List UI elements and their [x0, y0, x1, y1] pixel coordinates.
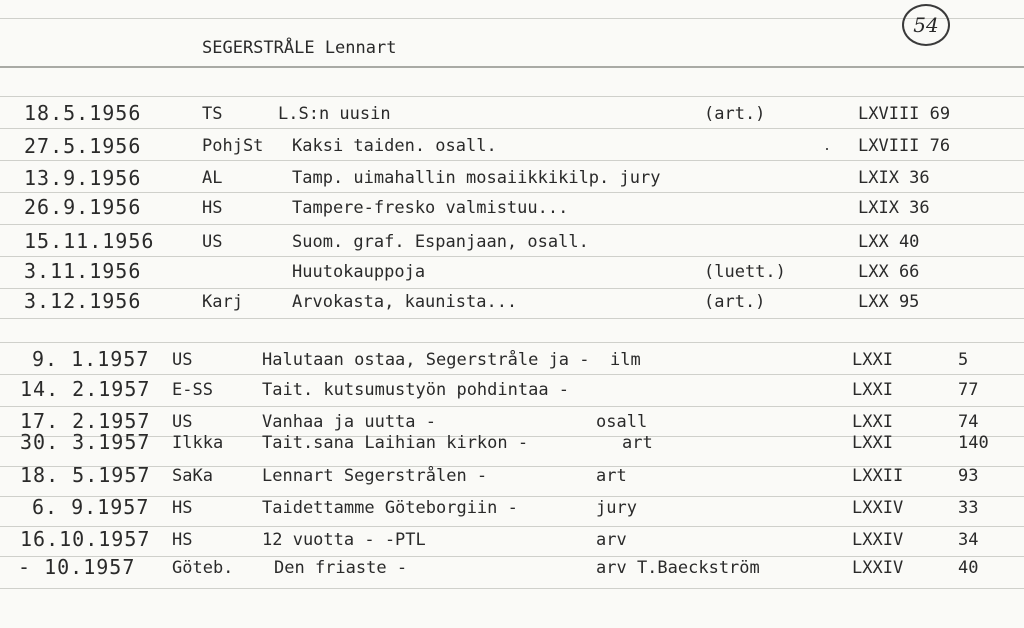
entry-volume: LXX 66 [858, 262, 920, 282]
entry-source: Göteb. [172, 558, 234, 578]
entry-note: art [622, 433, 653, 453]
entry-page: 77 [958, 380, 979, 400]
entry-source: Karj [202, 292, 243, 312]
entry-page: 40 [958, 558, 979, 578]
entry-volume: LXXIV [852, 558, 904, 578]
entry-date: 14. 2.1957 [20, 377, 151, 401]
entry-page: 140 [958, 433, 989, 453]
entry-volume: LXVIII 69 [858, 104, 951, 124]
entry-title: Suom. graf. Espanjaan, osall. [292, 232, 589, 252]
entry-source: US [172, 350, 193, 370]
entry-source: Ilkka [172, 433, 224, 453]
entry-note: (luett.) [704, 262, 786, 282]
entry-date: 15.11.1956 [24, 229, 155, 253]
entry-page: 93 [958, 466, 979, 486]
entry-date: 27.5.1956 [24, 134, 142, 158]
entry-note: jury [596, 498, 637, 518]
entry-date: 13.9.1956 [24, 166, 142, 190]
entry-note: (art.) [704, 104, 766, 124]
entry-source: US [202, 232, 223, 252]
entry-title: Vanhaa ja uutta - [262, 412, 436, 432]
entry-source: US [172, 412, 193, 432]
entry-date: 6. 9.1957 [32, 495, 150, 519]
entry-date: 3.12.1956 [24, 289, 142, 313]
entry-volume: LXXIV [852, 530, 904, 550]
entry-title: Kaksi taiden. osall. [292, 136, 497, 156]
entry-title: Halutaan ostaa, Segerstråle ja - ilm [262, 350, 641, 370]
entry-volume: LXIX 36 [858, 198, 930, 218]
entry-note: arv [596, 530, 627, 550]
entry-title: Tamp. uimahallin mosaiikkikilp. jury [292, 168, 661, 188]
entry-title: L.S:n uusin [278, 104, 391, 124]
entry-title: Den friaste - [274, 558, 408, 578]
entry-source: E-SS [172, 380, 213, 400]
entry-page: 34 [958, 530, 979, 550]
entry-volume: LXXI [852, 380, 893, 400]
entry-title: Lennart Segerstrålen - [262, 466, 488, 486]
entry-volume: LXXI [852, 412, 893, 432]
entry-title: 12 vuotta - -PTL [262, 530, 426, 550]
card-heading: SEGERSTRÅLE Lennart [202, 38, 397, 58]
entry-source: PohjSt [202, 136, 264, 156]
entry-note: art [596, 466, 627, 486]
entry-volume: LXXII [852, 466, 904, 486]
entry-volume: LXXIV [852, 498, 904, 518]
entry-page: 5 [958, 350, 969, 370]
entry-title: Taidettamme Göteborgiin - [262, 498, 518, 518]
entry-source: AL [202, 168, 223, 188]
entry-title: Huutokauppoja [292, 262, 426, 282]
entry-page: 74 [958, 412, 979, 432]
entry-source: HS [172, 530, 193, 550]
entry-note: arv T.Baeckström [596, 558, 760, 578]
entry-note: osall [596, 412, 648, 432]
entry-date: - 10.1957 [18, 555, 136, 579]
entry-volume: LXXI [852, 350, 893, 370]
entry-source: SaKa [172, 466, 213, 486]
entry-date: 30. 3.1957 [20, 430, 151, 454]
entry-volume: LXXI [852, 433, 893, 453]
entry-source: HS [172, 498, 193, 518]
pen-mark [826, 148, 828, 150]
entry-date: 26.9.1956 [24, 195, 142, 219]
page-number-circled [902, 4, 950, 46]
entry-title: Arvokasta, kaunista... [292, 292, 518, 312]
entry-title: Tait.sana Laihian kirkon - [262, 433, 529, 453]
entry-volume: LXX 95 [858, 292, 920, 312]
entry-date: 16.10.1957 [20, 527, 151, 551]
page-number: 54 [913, 13, 939, 37]
entry-page: 33 [958, 498, 979, 518]
entry-volume: LXVIII 76 [858, 136, 951, 156]
entry-date: 18.5.1956 [24, 101, 142, 125]
entry-title: Tait. kutsumustyön pohdintaa - [262, 380, 570, 400]
entry-date: 3.11.1956 [24, 259, 142, 283]
entry-source: TS [202, 104, 223, 124]
entry-date: 18. 5.1957 [20, 463, 151, 487]
entry-date: 9. 1.1957 [32, 347, 150, 371]
entry-note: (art.) [704, 292, 766, 312]
entry-source: HS [202, 198, 223, 218]
entry-date: 17. 2.1957 [20, 409, 151, 433]
entry-volume: LXIX 36 [858, 168, 930, 188]
entry-title: Tampere-fresko valmistuu... [292, 198, 569, 218]
entry-volume: LXX 40 [858, 232, 920, 252]
